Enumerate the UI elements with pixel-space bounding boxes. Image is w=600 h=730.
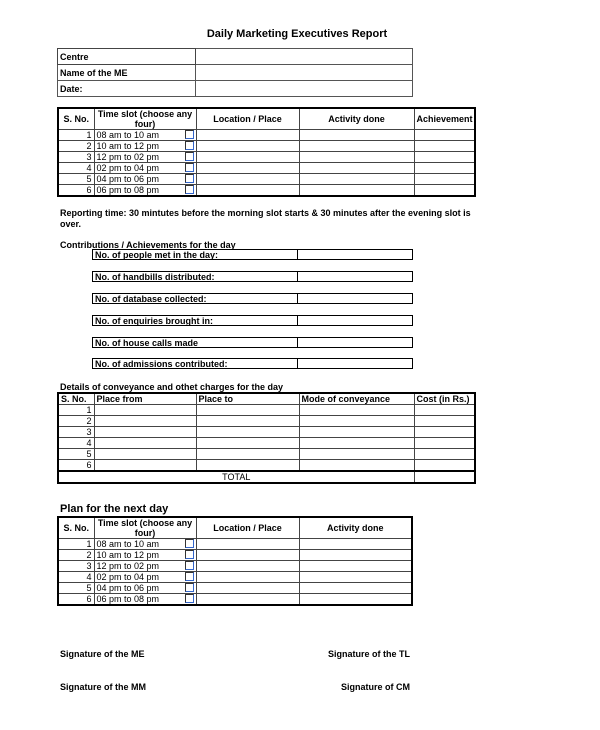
header-sno: S. No. (58, 393, 94, 405)
conveyance-cell[interactable] (196, 449, 299, 460)
time-slot-label: 12 pm to 02 pm (96, 561, 160, 571)
table-row (58, 130, 475, 141)
conveyance-cell[interactable] (299, 438, 414, 449)
time-slot (94, 539, 196, 550)
date-field[interactable] (196, 81, 413, 97)
plan-cell[interactable] (196, 583, 299, 594)
conveyance-cell[interactable] (299, 416, 414, 427)
conveyance-heading: Details of conveyance and othet charges for the day (60, 382, 284, 392)
sno: 2 (58, 416, 94, 427)
conveyance-cell[interactable] (299, 460, 414, 472)
time-slot (94, 594, 196, 606)
conveyance-table (57, 392, 476, 484)
sno: 5 (58, 583, 94, 594)
contribution-row (92, 249, 413, 260)
time-slot (94, 130, 196, 141)
contribution-value[interactable] (298, 338, 412, 347)
contribution-row (92, 271, 413, 282)
time-slot-checkbox[interactable] (185, 594, 194, 603)
time-slot-label: 06 pm to 08 pm (96, 185, 160, 195)
time-slot (94, 163, 196, 174)
schedule-cell[interactable] (196, 185, 299, 197)
contribution-value[interactable] (298, 272, 412, 281)
time-slot-label: 08 am to 10 am (96, 539, 160, 549)
table-row (58, 438, 475, 449)
schedule-cell[interactable] (196, 163, 299, 174)
table-row (58, 163, 475, 174)
signature-cm: Signature of CM (341, 682, 410, 692)
time-slot-checkbox[interactable] (185, 550, 194, 559)
schedule-cell[interactable] (299, 130, 414, 141)
conveyance-cell[interactable] (94, 460, 196, 472)
conveyance-cell[interactable] (299, 449, 414, 460)
plan-cell[interactable] (196, 539, 299, 550)
conveyance-cell[interactable] (94, 427, 196, 438)
sno: 3 (58, 561, 94, 572)
table-row (58, 141, 475, 152)
plan-table (57, 516, 413, 606)
table-row (58, 405, 475, 416)
time-slot-checkbox[interactable] (185, 152, 194, 161)
conveyance-cell[interactable] (299, 405, 414, 416)
sno: 1 (58, 405, 94, 416)
table-row (58, 174, 475, 185)
header-cost: Cost (in Rs.) (414, 393, 475, 405)
schedule-cell[interactable] (196, 141, 299, 152)
time-slot-checkbox[interactable] (185, 130, 194, 139)
header-time-slot: Time slot (choose any four) (94, 517, 196, 539)
time-slot-label: 04 pm to 06 pm (96, 583, 160, 593)
conveyance-cell[interactable] (196, 416, 299, 427)
plan-cell[interactable] (299, 583, 412, 594)
header-activity: Activity done (299, 108, 414, 130)
sno: 1 (58, 539, 94, 550)
header-place-from: Place from (94, 393, 196, 405)
time-slot-label: 10 am to 12 pm (96, 141, 160, 151)
conveyance-cell[interactable] (94, 405, 196, 416)
schedule-cell[interactable] (414, 152, 475, 163)
time-slot-checkbox[interactable] (185, 561, 194, 570)
plan-cell[interactable] (299, 539, 412, 550)
schedule-cell[interactable] (414, 185, 475, 197)
reporting-note: Reporting time: 30 mintutes before the morning slot starts & 30 minutes after the evening slot is over. (60, 208, 471, 229)
sno: 5 (58, 174, 94, 185)
plan-cell[interactable] (299, 594, 412, 606)
time-slot-label: 10 am to 12 pm (96, 550, 160, 560)
centre-field[interactable] (196, 49, 413, 65)
schedule-cell[interactable] (414, 174, 475, 185)
table-row (58, 572, 412, 583)
conveyance-cell[interactable] (94, 416, 196, 427)
contribution-row (92, 293, 413, 304)
contribution-label: No. of admissions contributed: (93, 359, 298, 368)
time-slot-label: 02 pm to 04 pm (96, 163, 160, 173)
schedule-cell[interactable] (299, 141, 414, 152)
sno: 2 (58, 550, 94, 561)
sno: 4 (58, 572, 94, 583)
table-row (58, 185, 475, 197)
table-row (58, 449, 475, 460)
plan-cell[interactable] (196, 550, 299, 561)
plan-cell[interactable] (196, 572, 299, 583)
page-title: Daily Marketing Executives Report (206, 28, 388, 40)
table-row (58, 416, 475, 427)
time-slot-label: 08 am to 10 am (96, 130, 160, 140)
conveyance-cell[interactable] (414, 438, 475, 449)
header-location: Location / Place (196, 517, 299, 539)
sno: 6 (58, 594, 94, 606)
contribution-value[interactable] (298, 250, 412, 259)
schedule-cell[interactable] (414, 163, 475, 174)
conveyance-cell[interactable] (196, 438, 299, 449)
conveyance-cell[interactable] (414, 460, 475, 472)
time-slot-checkbox[interactable] (185, 174, 194, 183)
sno: 6 (58, 460, 94, 472)
schedule-cell[interactable] (299, 163, 414, 174)
conveyance-cell[interactable] (196, 427, 299, 438)
plan-cell[interactable] (196, 561, 299, 572)
schedule-cell[interactable] (196, 130, 299, 141)
centre-label: Centre (58, 49, 196, 65)
table-row (58, 583, 412, 594)
contribution-value[interactable] (298, 316, 412, 325)
table-row (58, 550, 412, 561)
contribution-row (92, 315, 413, 326)
info-table (57, 48, 413, 97)
time-slot-checkbox[interactable] (185, 141, 194, 150)
sno: 3 (58, 152, 94, 163)
sno: 4 (58, 163, 94, 174)
plan-cell[interactable] (299, 550, 412, 561)
header-sno: S. No. (58, 517, 94, 539)
conveyance-cell[interactable] (196, 460, 299, 472)
date-label: Date: (58, 81, 196, 97)
time-slot-checkbox[interactable] (185, 163, 194, 172)
schedule-cell[interactable] (299, 152, 414, 163)
table-row (58, 427, 475, 438)
contribution-label: No. of house calls made (93, 338, 298, 347)
plan-heading: Plan for the next day (60, 503, 169, 515)
contribution-row (92, 358, 413, 369)
conveyance-cell[interactable] (299, 427, 414, 438)
sno: 1 (58, 130, 94, 141)
time-slot (94, 583, 196, 594)
plan-cell[interactable] (299, 572, 412, 583)
sno: 6 (58, 185, 94, 197)
contributions-heading: Contributions / Achievements for the day (60, 240, 236, 250)
schedule-cell[interactable] (414, 130, 475, 141)
contribution-label: No. of enquiries brought in: (93, 316, 298, 325)
contribution-row (92, 337, 413, 348)
time-slot-checkbox[interactable] (185, 583, 194, 592)
time-slot-checkbox[interactable] (185, 572, 194, 581)
header-time-slot: Time slot (choose any four) (94, 108, 196, 130)
contribution-value[interactable] (298, 294, 412, 303)
header-location: Location / Place (196, 108, 299, 130)
time-slot (94, 141, 196, 152)
schedule-cell[interactable] (299, 185, 414, 197)
sno: 5 (58, 449, 94, 460)
sno: 3 (58, 427, 94, 438)
conveyance-cell[interactable] (94, 438, 196, 449)
me-name-field[interactable] (196, 65, 413, 81)
sno: 2 (58, 141, 94, 152)
contribution-label: No. of handbills distributed: (93, 272, 298, 281)
header-achievement: Achievement (414, 108, 475, 130)
time-slot-label: 06 pm to 08 pm (96, 594, 160, 604)
time-slot-label: 12 pm to 02 pm (96, 152, 160, 162)
plan-cell[interactable] (196, 594, 299, 606)
signature-me: Signature of the ME (60, 649, 145, 659)
time-slot (94, 152, 196, 163)
header-mode: Mode of conveyance (299, 393, 414, 405)
conveyance-cell[interactable] (414, 416, 475, 427)
schedule-table (57, 107, 476, 197)
time-slot-label: 04 pm to 06 pm (96, 174, 160, 184)
conveyance-cell[interactable] (414, 449, 475, 460)
signature-mm: Signature of the MM (60, 682, 146, 692)
schedule-cell[interactable] (196, 152, 299, 163)
conveyance-cell[interactable] (414, 405, 475, 416)
header-place-to: Place to (196, 393, 299, 405)
time-slot-checkbox[interactable] (185, 539, 194, 548)
time-slot (94, 572, 196, 583)
time-slot (94, 550, 196, 561)
table-row (58, 152, 475, 163)
time-slot (94, 174, 196, 185)
conveyance-cell[interactable] (414, 427, 475, 438)
plan-cell[interactable] (299, 561, 412, 572)
table-row (58, 594, 412, 606)
header-activity: Activity done (299, 517, 412, 539)
total-cost-field[interactable] (414, 471, 475, 483)
conveyance-cell[interactable] (94, 449, 196, 460)
time-slot (94, 561, 196, 572)
time-slot-checkbox[interactable] (185, 185, 194, 194)
table-row (58, 561, 412, 572)
me-name-label: Name of the ME (58, 65, 196, 81)
time-slot (94, 185, 196, 197)
sno: 4 (58, 438, 94, 449)
header-sno: S. No. (58, 108, 94, 130)
schedule-cell[interactable] (299, 174, 414, 185)
table-row (58, 460, 475, 472)
schedule-cell[interactable] (196, 174, 299, 185)
table-row (58, 539, 412, 550)
schedule-cell[interactable] (414, 141, 475, 152)
total-label: TOTAL (58, 471, 414, 483)
time-slot-label: 02 pm to 04 pm (96, 572, 160, 582)
conveyance-cell[interactable] (196, 405, 299, 416)
contribution-value[interactable] (298, 359, 412, 368)
contribution-label: No. of database collected: (93, 294, 298, 303)
contribution-label: No. of people met in the day: (93, 250, 298, 259)
signature-tl: Signature of the TL (328, 649, 410, 659)
